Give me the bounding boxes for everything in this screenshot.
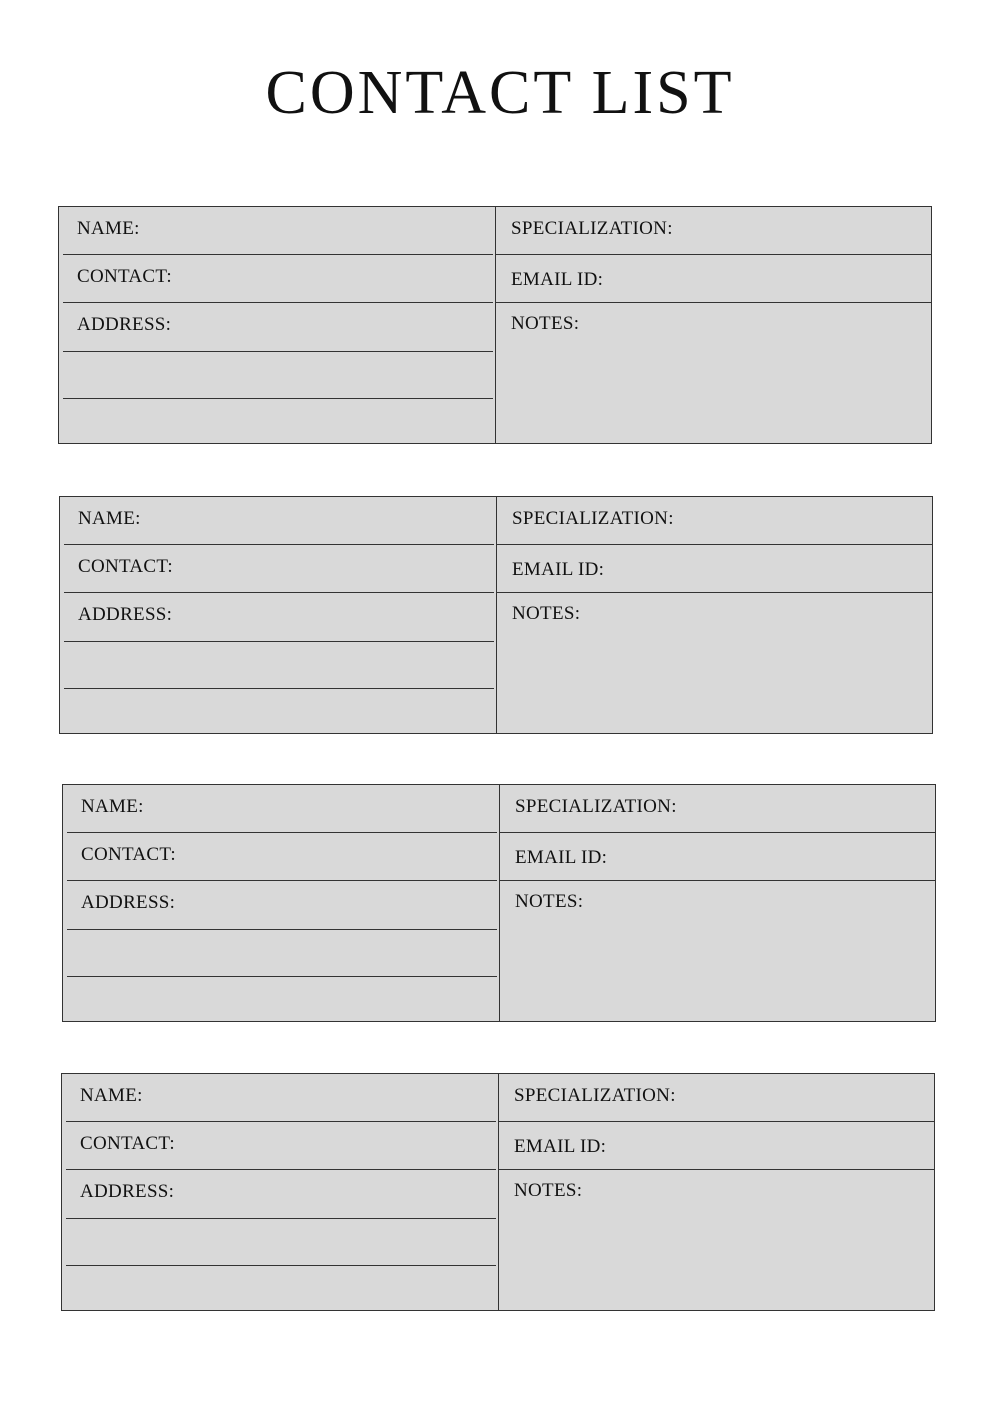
- address-label: ADDRESS:: [81, 892, 176, 913]
- email-label: EMAIL ID:: [515, 847, 608, 868]
- name-field[interactable]: [63, 207, 493, 255]
- specialization-label: SPECIALIZATION:: [511, 218, 673, 239]
- contact-card-1: [58, 206, 932, 444]
- address-field[interactable]: [63, 303, 493, 352]
- contact-label: CONTACT:: [78, 556, 173, 577]
- address-label: ADDRESS:: [80, 1181, 175, 1202]
- contact-card-right-column: [499, 785, 935, 1021]
- contact-card-right-column: [495, 207, 931, 443]
- address-line-2[interactable]: [64, 642, 494, 689]
- address-field[interactable]: [66, 1170, 496, 1219]
- name-label: NAME:: [77, 218, 140, 239]
- contact-card-left-column: [59, 207, 495, 443]
- email-label: EMAIL ID:: [511, 269, 604, 290]
- contact-card-right-column: [498, 1074, 934, 1310]
- specialization-field[interactable]: [497, 497, 932, 545]
- contact-card-left-column: [63, 785, 499, 1021]
- name-label: NAME:: [81, 796, 144, 817]
- contact-field[interactable]: [64, 545, 494, 593]
- notes-field[interactable]: [500, 881, 935, 1021]
- contact-card-2: [59, 496, 933, 734]
- specialization-label: SPECIALIZATION:: [515, 796, 677, 817]
- contact-card-3: [62, 784, 936, 1022]
- address-line-3[interactable]: [66, 1266, 496, 1310]
- name-field[interactable]: [64, 497, 494, 545]
- contact-card-left-column: [62, 1074, 498, 1310]
- name-field[interactable]: [66, 1074, 496, 1122]
- contact-label: CONTACT:: [81, 844, 176, 865]
- contact-label: CONTACT:: [80, 1133, 175, 1154]
- address-line-2[interactable]: [67, 930, 497, 977]
- notes-field[interactable]: [496, 303, 931, 443]
- name-label: NAME:: [80, 1085, 143, 1106]
- contact-field[interactable]: [63, 255, 493, 303]
- email-field[interactable]: [496, 255, 931, 303]
- email-field[interactable]: [497, 545, 932, 593]
- email-field[interactable]: [500, 833, 935, 881]
- specialization-field[interactable]: [500, 785, 935, 833]
- specialization-field[interactable]: [499, 1074, 934, 1122]
- notes-field[interactable]: [497, 593, 932, 733]
- contact-card-right-column: [496, 497, 932, 733]
- address-line-2[interactable]: [66, 1219, 496, 1266]
- contact-card-left-column: [60, 497, 496, 733]
- name-label: NAME:: [78, 508, 141, 529]
- notes-label: NOTES:: [511, 313, 580, 334]
- name-field[interactable]: [67, 785, 497, 833]
- specialization-field[interactable]: [496, 207, 931, 255]
- address-line-3[interactable]: [67, 977, 497, 1021]
- specialization-label: SPECIALIZATION:: [514, 1085, 676, 1106]
- contact-label: CONTACT:: [77, 266, 172, 287]
- address-label: ADDRESS:: [77, 314, 172, 335]
- specialization-label: SPECIALIZATION:: [512, 508, 674, 529]
- notes-label: NOTES:: [514, 1180, 583, 1201]
- contact-field[interactable]: [66, 1122, 496, 1170]
- address-line-2[interactable]: [63, 352, 493, 399]
- address-line-3[interactable]: [63, 399, 493, 443]
- email-field[interactable]: [499, 1122, 934, 1170]
- notes-field[interactable]: [499, 1170, 934, 1310]
- address-field[interactable]: [64, 593, 494, 642]
- contact-card-4: [61, 1073, 935, 1311]
- address-label: ADDRESS:: [78, 604, 173, 625]
- notes-label: NOTES:: [512, 603, 581, 624]
- page-title: CONTACT LIST: [265, 59, 735, 127]
- contact-field[interactable]: [67, 833, 497, 881]
- email-label: EMAIL ID:: [512, 559, 605, 580]
- address-field[interactable]: [67, 881, 497, 930]
- address-line-3[interactable]: [64, 689, 494, 733]
- email-label: EMAIL ID:: [514, 1136, 607, 1157]
- notes-label: NOTES:: [515, 891, 584, 912]
